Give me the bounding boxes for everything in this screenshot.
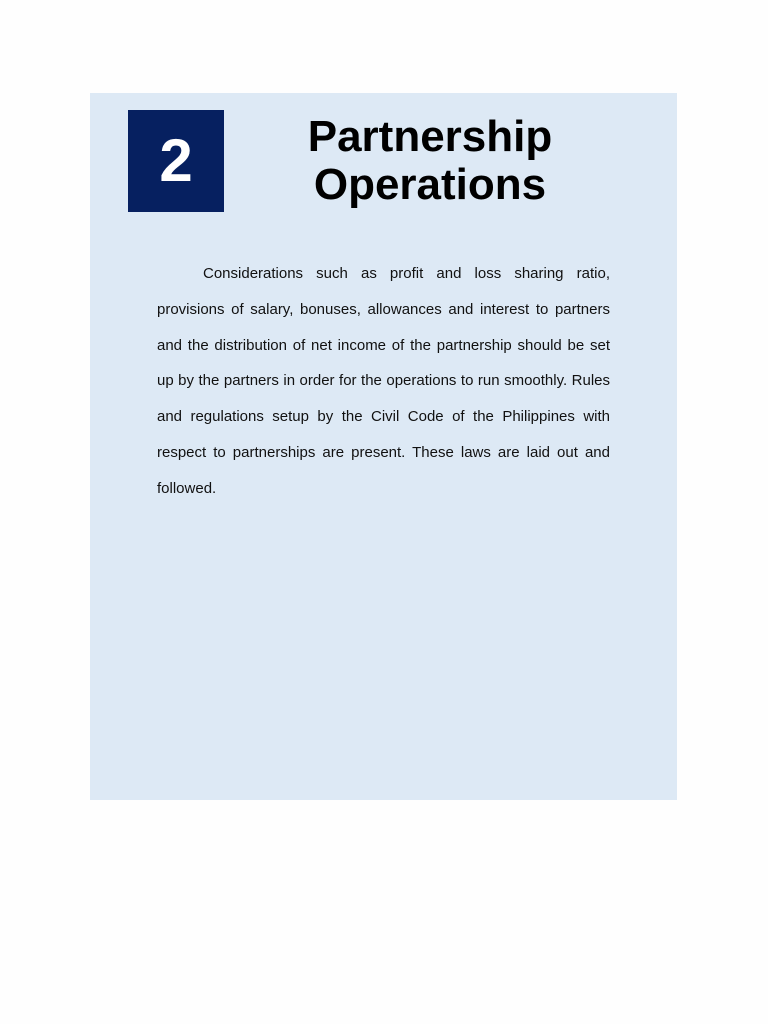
chapter-title-line-1: Partnership	[307, 112, 553, 161]
chapter-number-box	[128, 110, 224, 212]
chapter-title-line-2: Operations	[313, 160, 547, 209]
chapter-title	[270, 113, 590, 209]
body-paragraph: Considerations such as profit and loss sharing ratio, provisions of salary, bonuses, allowances and interest to partners and the distribution of net income of the partnership should be set up by the partners in order for the operations to run smoothly. Rules and regulations setup by the Civil Code of the Philippines with respect to partnerships are present. These laws are laid out and followed.	[157, 265, 610, 497]
chapter-number: 2	[159, 127, 193, 194]
chapter-panel	[90, 93, 677, 800]
